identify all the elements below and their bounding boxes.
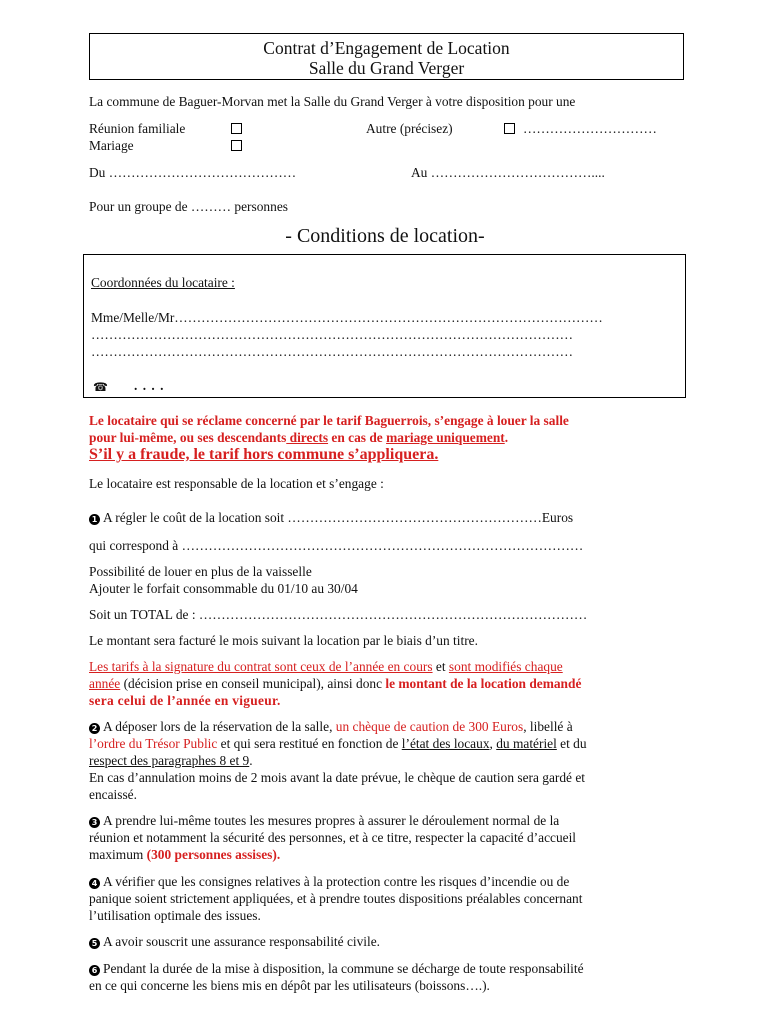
item2-j: respect des paragraphes 8 et 9 xyxy=(89,753,250,768)
option-autre-field[interactable]: ………………………… xyxy=(523,121,657,136)
contract-title: Contrat d’Engagement de Location xyxy=(263,38,510,58)
tenant-phone-field[interactable]: . . . . xyxy=(134,378,165,393)
item2-line2 xyxy=(89,735,587,752)
phone-icon: ☎ xyxy=(93,380,108,394)
tarifs-note-e: (décision prise en conseil municipal), ainsi donc xyxy=(120,676,386,691)
item2-d: l’ordre du Trésor Public xyxy=(89,736,218,751)
option-mariage-label: Mariage xyxy=(89,138,134,153)
tarif-text-mariage: mariage uniquement xyxy=(386,430,505,445)
option-reunion-label: Réunion familiale xyxy=(89,121,186,136)
tarif-clause-line2 xyxy=(89,429,508,446)
tenant-address-field-2[interactable]: ……………………………………………………………………………………………… xyxy=(91,344,574,359)
bullet-4-icon: 4 xyxy=(89,878,100,889)
option-mariage xyxy=(89,137,134,154)
tarif-text-directs: directs xyxy=(286,430,329,445)
item1-correspond-field[interactable]: qui correspond à ……………………………………………………………………………… xyxy=(89,538,584,553)
tarifs-note-f: le montant de la location demandé xyxy=(385,676,582,691)
bullet-3-icon: 3 xyxy=(89,817,100,828)
item3-text3a: maximum xyxy=(89,847,147,862)
tarif-text-a: pour lui-même, ou ses descendants xyxy=(89,430,287,445)
item3-line3 xyxy=(89,846,280,863)
bullet-1-icon: 1 xyxy=(89,514,100,525)
tenant-name-field[interactable]: Mme/Melle/Mr…………………………………………………………………………………… xyxy=(91,310,603,325)
item2-f: l’état des locaux xyxy=(401,736,490,751)
tarifs-note-c: sont modifiés chaque xyxy=(448,659,563,674)
item2-h: du matériel xyxy=(496,736,557,751)
checkbox-reunion[interactable] xyxy=(231,123,242,134)
item2-k: . xyxy=(249,753,253,768)
item1-facture: Le montant sera facturé le mois suivant la location par le biais d’un titre. xyxy=(89,633,478,648)
item2-line5: encaissé. xyxy=(89,787,137,802)
item2-b: un chèque de caution de 300 Euros xyxy=(335,719,524,734)
item6-line1 xyxy=(89,960,584,977)
date-to-field[interactable]: Au ……………………………….... xyxy=(411,165,605,180)
tenant-coordinates-box xyxy=(83,254,686,398)
fraud-warning: S’il y a fraude, le tarif hors commune s’appliquera. xyxy=(89,446,439,463)
tarifs-note-line1 xyxy=(89,658,563,675)
option-autre-label: Autre (précisez) xyxy=(366,121,453,136)
tarif-clause-line1: Le locataire qui se réclame concerné par le tarif Baguerrois, s’engage à louer la salle xyxy=(89,413,569,428)
engagement-intro: Le locataire est responsable de la location et s’engage : xyxy=(89,476,384,491)
item4-line3: l’utilisation optimale des issues. xyxy=(89,908,261,923)
item3-capacity: (300 personnes assises) xyxy=(146,847,277,862)
tarif-text-e: . xyxy=(504,430,509,445)
item3-text1: A prendre lui-même toutes les mesures propres à assurer le déroulement normal de la xyxy=(103,813,560,828)
item2-e: et qui sera restitué en fonction de xyxy=(217,736,402,751)
conditions-title: - Conditions de location- xyxy=(285,225,485,247)
item3-line1 xyxy=(89,812,559,829)
item1-cost-field[interactable]: A régler le coût de la location soit …………………………………………………Euros xyxy=(103,510,574,525)
item1-total-field[interactable]: Soit un TOTAL de : …………………………………………………………………………… xyxy=(89,607,588,622)
item2-line3 xyxy=(89,752,253,769)
item4-text1: A vérifier que les consignes relatives à la protection contre les risques d’incendie ou de xyxy=(103,874,570,889)
item2-line4: En cas d’annulation moins de 2 mois avant la date prévue, le chèque de caution sera gardé et xyxy=(89,770,586,785)
option-reunion xyxy=(89,120,185,137)
item3-line2: réunion et notamment la sécurité des personnes, et à ce titre, respecter la capacité d’accueil xyxy=(89,830,577,845)
bullet-6-icon: 6 xyxy=(89,965,100,976)
item2-c: , libellé à xyxy=(523,719,573,734)
tenant-address-field-1[interactable]: ……………………………………………………………………………………………… xyxy=(91,327,574,342)
item5-line1 xyxy=(89,933,380,950)
bullet-5-icon: 5 xyxy=(89,938,100,949)
item1-forfait: Ajouter le forfait consommable du 01/10 au 30/04 xyxy=(89,581,358,596)
checkbox-mariage[interactable] xyxy=(231,140,242,151)
group-size-field[interactable]: Pour un groupe de ……… personnes xyxy=(89,199,288,214)
tarifs-note-line3: sera celui de l’année en vigueur. xyxy=(89,693,281,708)
item1-line1 xyxy=(89,509,573,526)
date-from-field[interactable]: Du …………………………………… xyxy=(89,165,297,180)
item2-line1 xyxy=(89,718,573,735)
item2-i: et du xyxy=(556,736,587,751)
checkbox-autre[interactable] xyxy=(504,123,515,134)
item6-line2: en ce qui concerne les biens mis en dépôt par les utilisateurs (boissons….). xyxy=(89,978,490,993)
tarifs-note-d: année xyxy=(89,676,121,691)
tarif-text-c: en cas de xyxy=(328,430,387,445)
item6-text1: Pendant la durée de la mise à disposition, la commune se décharge de toute responsabilité xyxy=(103,961,584,976)
item3-text3c: . xyxy=(276,847,281,862)
contract-title-box xyxy=(89,33,684,80)
intro-text: La commune de Baguer-Morvan met la Salle du Grand Verger à votre disposition pour une xyxy=(89,94,576,109)
item4-line2: panique soient strictement appliquées, et à prendre toutes dispositions préalables concernant xyxy=(89,891,583,906)
bullet-2-icon: 2 xyxy=(89,723,100,734)
tarifs-note-line2 xyxy=(89,675,581,692)
item4-line1 xyxy=(89,873,569,890)
contract-subtitle: Salle du Grand Verger xyxy=(308,58,465,78)
tenant-coordinates-label: Coordonnées du locataire : xyxy=(91,275,235,290)
tarifs-note-a: Les tarifs à la signature du contrat sont ceux de l’année en cours xyxy=(89,659,433,674)
tarifs-note-b: et xyxy=(432,659,449,674)
item2-g: , xyxy=(489,736,497,751)
item1-vaisselle: Possibilité de louer en plus de la vaisselle xyxy=(89,564,312,579)
item5-text1: A avoir souscrit une assurance responsabilité civile. xyxy=(103,934,381,949)
item2-a: A déposer lors de la réservation de la salle, xyxy=(103,719,336,734)
